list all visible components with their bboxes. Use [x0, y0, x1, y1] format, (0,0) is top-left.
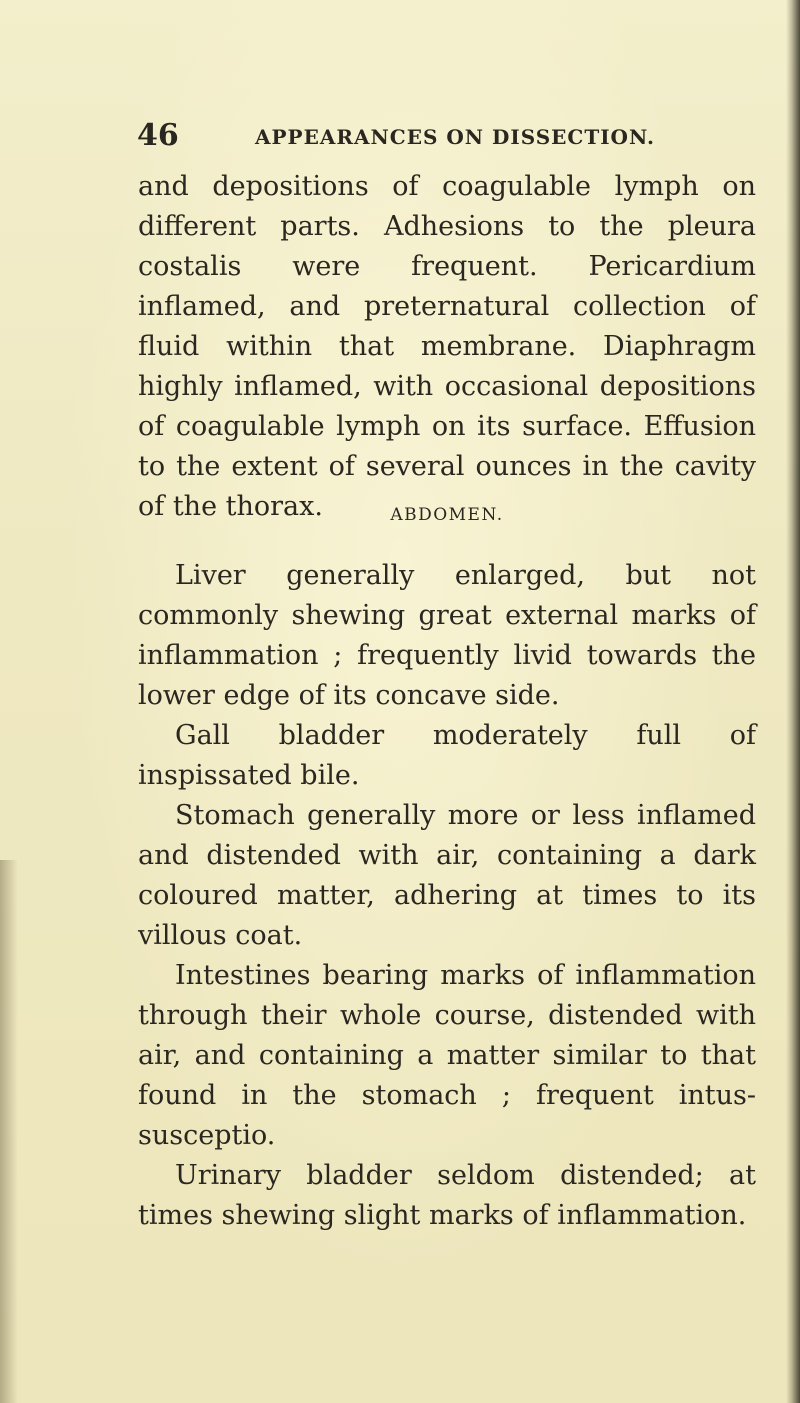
page-number: 46 — [137, 118, 179, 153]
paragraph-urinary-bladder: Urinary bladder seldom distended; at times shewing slight marks of inflammation. — [138, 1160, 756, 1231]
running-title: APPEARANCES ON DISSECTION. — [255, 125, 655, 149]
paragraph-liver: Liver generally enlarged, but not commonly shewing great external marks of inflammation ; frequently livid towards the lower edge of its concave side. — [138, 560, 756, 711]
page-edge-shadow — [786, 0, 800, 1403]
opening-paragraph: and depositions of coagulable lymph on different parts. Adhesions to the pleura costalis were frequent. Pericardium inflamed, and preternatural collection of fluid within that membrane. Diaphragm highly inflamed, with occasional depositions of coagulable lymph on its surface. Effusion to the extent of several ounces in the cavity of the thorax. — [138, 171, 756, 522]
gutter-shadow — [0, 860, 18, 1403]
running-head — [137, 118, 737, 158]
abdomen-paragraphs — [138, 556, 756, 1236]
section-heading-abdomen: ABDOMEN. — [390, 505, 504, 525]
paragraph-stomach: Stomach generally more or less inflamed and distended with air, containing a dark coloured matter, adhering at times to its villous coat. — [138, 800, 756, 951]
paragraph-gall-bladder: Gall bladder moderately full of inspissated bile. — [138, 720, 756, 791]
paragraph-intestines: Intestines bearing marks of inflammation through their whole course, distended with air, and containing a matter similar to that found in the stomach ; frequent intus-susceptio. — [138, 960, 756, 1151]
